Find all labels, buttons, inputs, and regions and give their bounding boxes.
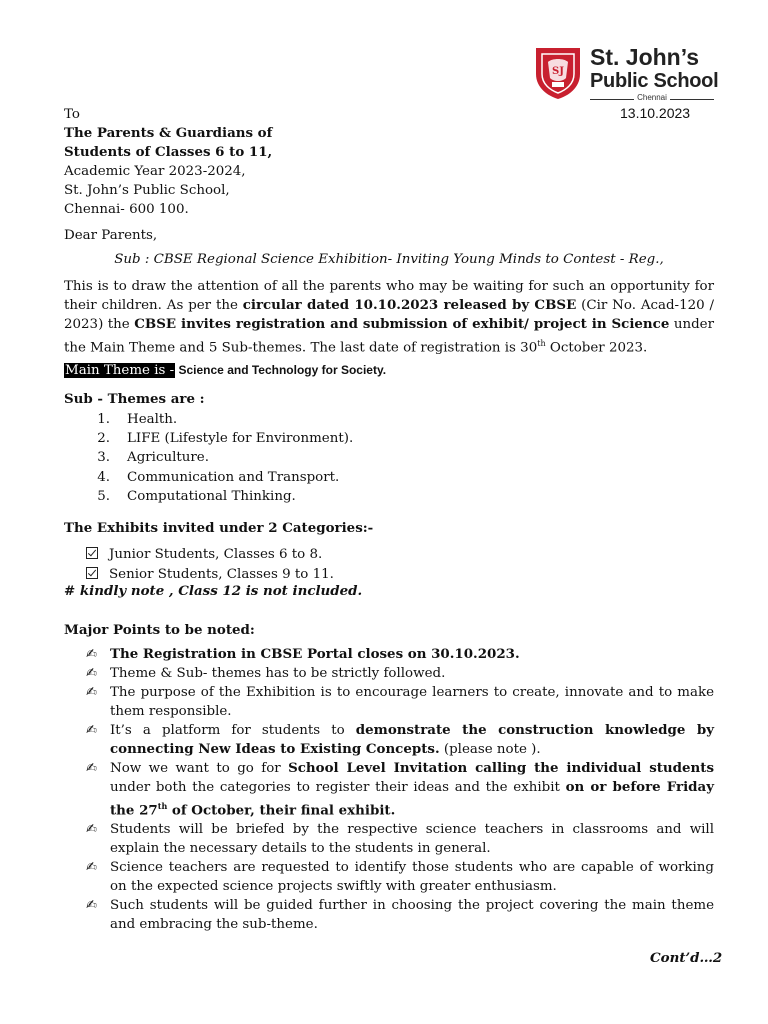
categories-list [86,545,334,584]
address-line-4: St. John’s Public School, [64,183,230,198]
writing-hand-icon: ✍ [86,666,97,681]
writing-hand-icon: ✍ [86,647,97,662]
logo-city: Chennai [590,93,714,102]
class-12-note: # kindly note , Class 12 is not included. [64,583,363,599]
subject-line: Sub : CBSE Regional Science Exhibition- Inviting Young Minds to Contest - Reg., [114,252,664,267]
address-to: To [64,107,80,122]
list-item: ✍ Science teachers are requested to identify those students who are capable of working on the expected science projects swiftly with greater enthusiasm. [86,860,714,895]
continued-note: Cont’d…2 [650,950,723,966]
letter-date: 13.10.2023 [620,105,691,121]
list-item: 4. Communication and Transport. [97,469,340,485]
writing-hand-icon: ✍ [86,761,97,776]
svg-text:SJ: SJ [552,66,564,77]
list-item: 2. LIFE (Lifestyle for Environment). [97,431,354,447]
major-points-list [86,645,714,934]
writing-hand-icon: ✍ [86,898,97,914]
list-item: ✍ Now we want to go for School Level Invitation calling the individual students under both the categories to register their ideas and the exhibit on or before Friday the 27th of October, their final exhibit. [86,760,714,819]
sub-themes-heading: Sub - Themes are : [64,391,205,407]
major-points-heading: Major Points to be noted: [64,622,255,638]
sub-themes-list [64,410,353,506]
writing-hand-icon: ✍ [86,723,97,738]
main-theme [64,361,386,380]
list-item: 5. Computational Thinking. [97,488,296,504]
address-line-1: The Parents & Guardians of [64,125,273,141]
list-item: 3. Agriculture. [97,450,209,466]
intro-paragraph: This is to draw the attention of all the parents who may be waiting for such an opportunity for their children. As per the circular dated 10.10.2023 released by CBSE (Cir No. Acad-120 / 2023) the CBSE invites registration and submission of exhibit/ project in Science under the Main Theme and 5 Sub-themes. The last date of registration is 30th October 2023. [64,279,715,356]
address-line-2: Students of Classes 6 to 11, [64,144,273,160]
main-theme-label: Main Theme is - [65,363,175,378]
categories-heading: The Exhibits invited under 2 Categories:- [64,520,374,536]
logo-name-line2: Public School [590,70,719,92]
list-item: Senior Students, Classes 9 to 11. [86,565,334,585]
address-line-5: Chennai- 600 100. [64,202,189,217]
checkbox-checked-icon [86,567,98,579]
list-item: ✍ It’s a platform for students to demonstrate the construction knowledge by connecting New Ideas to Existing Concepts. (please note ). [86,722,714,757]
school-logo [532,44,718,104]
writing-hand-icon: ✍ [86,860,97,876]
recipient-address [64,105,272,219]
list-item: ✍ The Registration in CBSE Portal closes on 30.10.2023. [86,646,520,662]
school-crest-icon [532,44,584,100]
list-item: ✍ Students will be briefed by the respective science teachers in classrooms and will explain the necessary details to the students in general. [86,822,714,857]
list-item: ✍ Such students will be guided further in choosing the project covering the main theme and embracing the sub-theme. [86,898,714,933]
address-line-3: Academic Year 2023-2024, [64,164,246,179]
writing-hand-icon: ✍ [86,685,97,700]
logo-name-line1: St. John’s [590,44,700,70]
main-theme-value: Science and Technology for Society. [175,363,387,377]
list-item: Junior Students, Classes 6 to 8. [86,545,334,565]
checkbox-checked-icon [86,547,98,559]
list-item: 1. Health. [97,412,178,427]
writing-hand-icon: ✍ [86,822,97,838]
list-item: ✍ The purpose of the Exhibition is to encourage learners to create, innovate and to make them responsible. [86,685,714,719]
salutation: Dear Parents, [64,228,158,243]
list-item: ✍ Theme & Sub- themes has to be strictly followed. [86,666,446,681]
